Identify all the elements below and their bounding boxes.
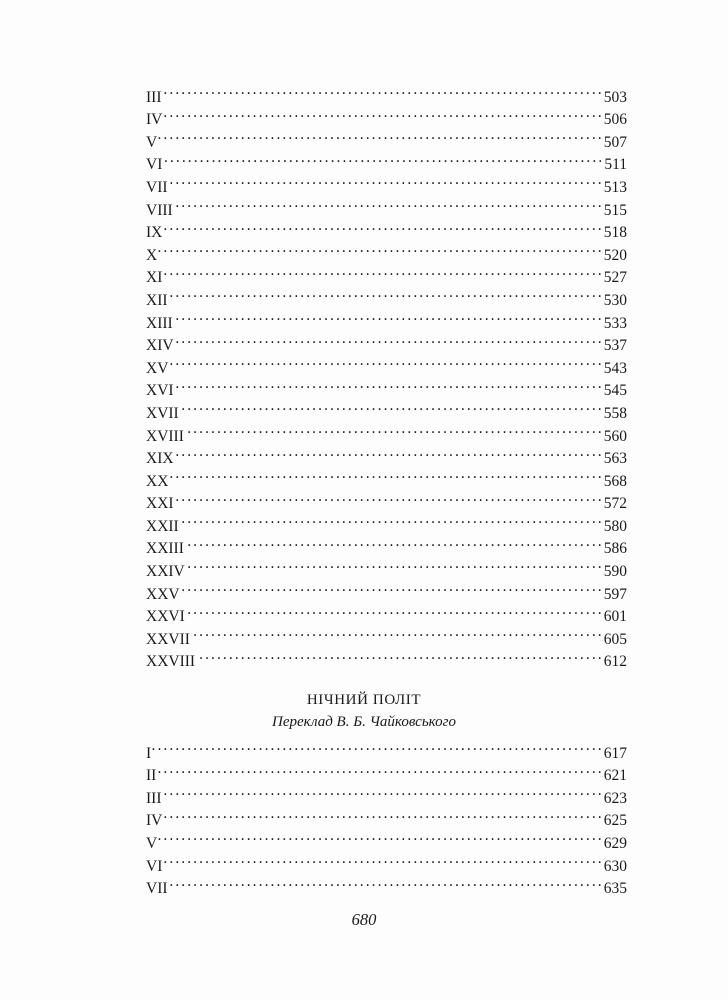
toc-entry-page: 629 [603, 834, 627, 852]
dot-leader [175, 486, 601, 509]
toc-entry-label: XIII [146, 314, 173, 332]
toc-entry-label: IX [146, 224, 163, 242]
dot-leader [152, 735, 601, 758]
toc-entry [146, 350, 627, 377]
toc-entry-label: II [146, 767, 157, 785]
toc-entry-page: 617 [603, 744, 627, 762]
toc-entry-page: 537 [603, 337, 627, 355]
toc-entry-label: XX [146, 472, 169, 490]
toc-entry [146, 124, 627, 151]
toc-entry-label: XVII [146, 404, 179, 422]
toc-entry [146, 418, 627, 445]
toc-entry [146, 758, 627, 785]
toc-entry-page: 518 [603, 224, 627, 242]
toc-entry-label: I [146, 744, 152, 762]
toc-list-second [146, 735, 627, 898]
toc-entry [146, 599, 627, 626]
dot-leader [157, 758, 600, 781]
toc-entry-page: 560 [603, 427, 627, 445]
dot-leader [186, 599, 601, 622]
dot-leader [180, 508, 601, 531]
toc-entry [146, 825, 627, 852]
dot-leader [191, 621, 601, 644]
toc-entry-label: XV [146, 359, 169, 377]
toc-list-first [146, 79, 627, 671]
toc-entry [146, 192, 627, 219]
toc-entry [146, 373, 627, 400]
toc-entry-page: 612 [603, 653, 627, 671]
toc-entry-label: XI [146, 269, 163, 287]
dot-leader [158, 124, 601, 147]
toc-entry-label: VI [146, 857, 163, 875]
toc-entry-label: XIX [146, 450, 174, 468]
toc-entry-page: 597 [603, 585, 627, 603]
toc-entry [146, 576, 627, 603]
toc-entry [146, 553, 627, 581]
toc-entry [146, 463, 627, 490]
toc-entry-page: 530 [603, 291, 627, 309]
toc-entry-label: V [146, 133, 158, 151]
dot-leader [163, 780, 601, 803]
dot-leader [174, 305, 601, 328]
toc-entry-page: 543 [603, 359, 627, 377]
toc-entry [146, 871, 627, 898]
toc-entry [146, 237, 627, 264]
dot-leader [185, 531, 601, 554]
toc-entry-page: 506 [603, 111, 627, 129]
dot-leader [169, 350, 600, 373]
dot-leader [163, 215, 600, 238]
toc-entry-label: IV [146, 111, 163, 129]
dot-leader [185, 418, 601, 441]
toc-entry-label: VI [146, 156, 163, 174]
toc-entry-label: XXII [146, 517, 179, 535]
toc-entry-label: III [146, 789, 162, 807]
toc-entry-label: XVIII [146, 427, 184, 445]
toc-entry-page: 623 [603, 789, 627, 807]
toc-entry [146, 395, 627, 422]
toc-entry-page: 601 [603, 608, 627, 626]
dot-leader [180, 395, 601, 418]
toc-entry [146, 735, 627, 762]
toc-entry [146, 215, 627, 242]
toc-entry-label: XXVIII [146, 653, 196, 671]
toc-entry-label: XII [146, 291, 168, 309]
toc-entry-label: XXIII [146, 540, 184, 558]
dot-leader [163, 803, 600, 826]
toc-entry-page: 590 [603, 563, 627, 581]
section-subtitle: Переклад В. Б. Чайковського [272, 714, 456, 730]
dot-leader [163, 102, 600, 125]
dot-leader [169, 871, 601, 894]
toc-entry [146, 79, 627, 106]
toc-entry-page: 580 [603, 517, 627, 535]
toc-entry-page: 527 [603, 269, 627, 287]
toc-entry-label: XXVI [146, 608, 185, 626]
dot-leader [163, 260, 600, 283]
toc-entry-page: 520 [603, 246, 627, 264]
toc-entry-page: 511 [604, 156, 627, 174]
toc-entry [146, 780, 627, 807]
toc-entry-label: III [146, 88, 162, 106]
dot-leader [175, 441, 601, 464]
toc-entry-page: 568 [603, 472, 627, 490]
toc-entry-label: VII [146, 178, 168, 196]
dot-leader [174, 192, 601, 215]
toc-entry-label: XXV [146, 585, 180, 603]
toc-entry-page: 515 [603, 201, 627, 219]
section-title: НІЧНИЙ ПОЛІТ [306, 692, 422, 708]
toc-entry [146, 260, 627, 287]
toc-entry-page: 545 [603, 382, 627, 400]
toc-entry-page: 621 [603, 767, 627, 785]
toc-entry-page: 558 [603, 404, 627, 422]
page-number: 680 [351, 910, 377, 929]
toc-entry-page: 630 [603, 857, 627, 875]
toc-entry [146, 486, 627, 513]
toc-entry [146, 848, 627, 875]
toc-entry-label: XXI [146, 495, 174, 513]
dot-leader [175, 373, 601, 396]
toc-entry [146, 803, 627, 830]
toc-entry [146, 328, 627, 355]
dot-leader [175, 328, 601, 351]
dot-leader [169, 169, 601, 192]
toc-entry [146, 102, 627, 129]
toc-entry [146, 508, 627, 535]
toc-entry-label: VII [146, 880, 168, 898]
toc-entry [146, 621, 627, 648]
dot-leader [163, 147, 601, 170]
dot-leader [163, 848, 600, 871]
toc-entry-page: 563 [603, 450, 627, 468]
toc-entry-label: XIV [146, 337, 174, 355]
toc-entry-label: VIII [146, 201, 173, 219]
toc-entry [146, 531, 627, 558]
dot-leader [169, 463, 600, 486]
dot-leader [186, 553, 601, 576]
dot-leader [158, 237, 601, 260]
dot-leader [158, 825, 601, 848]
toc-entry-label: X [146, 246, 158, 264]
toc-entry-page: 605 [603, 630, 627, 648]
toc-entry-page: 572 [603, 495, 627, 513]
toc-entry-page: 625 [603, 812, 627, 830]
toc-entry-page: 635 [603, 880, 627, 898]
toc-entry [146, 644, 627, 671]
toc-entry-page: 507 [603, 133, 627, 151]
toc-entry-label: V [146, 834, 158, 852]
dot-leader [169, 282, 601, 305]
toc-entry-label: IV [146, 812, 163, 830]
toc-entry [146, 147, 627, 174]
dot-leader [163, 79, 601, 102]
toc-entry-label: XXVII [146, 630, 190, 648]
toc-entry [146, 305, 627, 332]
toc-entry-page: 586 [603, 540, 627, 558]
toc-entry-page: 513 [603, 178, 627, 196]
toc-entry [146, 441, 627, 468]
toc-entry-label: XXIV [146, 563, 185, 581]
dot-leader [196, 644, 601, 667]
toc-entry [146, 169, 627, 196]
toc-entry-label: XVI [146, 382, 174, 400]
dot-leader [181, 576, 601, 599]
toc-entry [146, 282, 627, 309]
toc-entry-page: 533 [603, 314, 627, 332]
toc-entry-page: 503 [603, 88, 627, 106]
